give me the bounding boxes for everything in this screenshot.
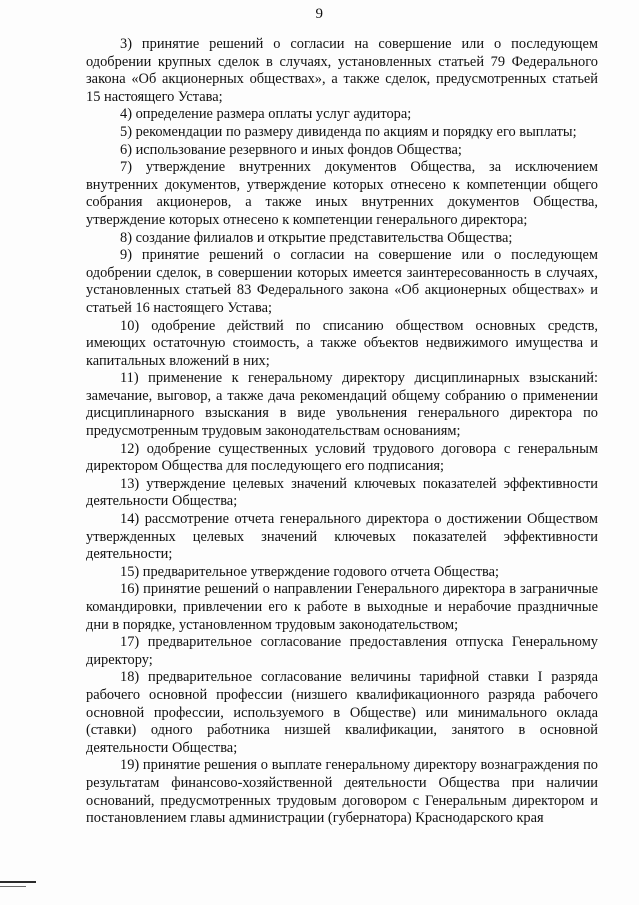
list-item-12: 12) одобрение существенных условий трудового договора с генеральным директором Общества для последующего его подписания; — [86, 440, 598, 475]
list-item-15: 15) предварительное утверждение годового отчета Общества; — [120, 563, 500, 580]
list-item-9: 9) принятие решений о согласии на совершение или о последующем одобрении сделок, в совершении которых имеется заинтересованность в случаях, установленных статьей 83 Федерального закона «Об акционерных обществах» и статьей 16 настоящего Устава; — [86, 247, 598, 316]
page-number: 9 — [315, 6, 324, 22]
list-item-7: 7) утверждение внутренних документов Общества, за исключением внутренних документов, утверждение которых отнесено к компетенции общего собрания акционеров, а также иных внутренних документов Общества, утверждение которых отнесено к компетенции генерального директора; — [86, 159, 598, 228]
list-item-4: 4) определение размера оплаты услуг аудитора; — [120, 106, 412, 123]
list-item-10: 10) одобрение действий по списанию обществом основных средств, имеющих остаточную стоимость, а также объектов недвижимого имущества и капитальных вложений в них; — [86, 317, 598, 369]
scan-edge-mark — [0, 881, 36, 883]
list-item-19: 19) принятие решения о выплате генеральному директору вознаграждения по результатам финансово-хозяйственной деятельности Общества при наличии оснований, предусмотренных трудовым договором с Генеральным директором и постановлением главы администрации (губернатора) Краснодарского края — [86, 757, 598, 827]
list-item-11: 11) применение к генеральному директору дисциплинарных взысканий: замечание, выговор, а также дача рекомендаций общему собранию о применении дисциплинарного взыскания в виде увольнения генерального директора по предусмотренным трудовым законодательствам основаниям; — [86, 370, 598, 440]
list-item-3: 3) принятие решений о согласии на совершение или о последующем одобрении крупных сделок в случаях, установленных статьей 79 Федерального закона «Об акционерных обществах», а также сделок, предусмотренных статьей 15 настоящего Устава; — [86, 36, 598, 105]
list-item-5: 5) рекомендации по размеру дивиденда по акциям и порядку его выплаты; — [120, 123, 577, 140]
list-item-16: 16) принятие решений о направлении Генерального директора в заграничные командировки, привлечении его к работе в выходные и нерабочие праздничные дни в порядке, установленном трудовым законодательством; — [86, 581, 598, 633]
list-item-14: 14) рассмотрение отчета генерального директора о достижении Обществом утвержденных целевых значений ключевых показателей эффективности деятельности; — [86, 511, 598, 563]
list-item-6: 6) использование резервного и иных фондов Общества; — [120, 141, 462, 158]
list-item-8: 8) создание филиалов и открытие представительства Общества; — [120, 229, 513, 246]
scan-edge-mark-secondary — [0, 886, 26, 887]
list-item-18: 18) предварительное согласование величины тарифной ставки I разряда рабочего основной профессии (низшего квалификационного разряда рабочего основной профессии, используемого в Обществе) или минимального оклада (ставки) одного работника низшей квалификации, занятого в основной деятельности Общества; — [86, 669, 598, 756]
document-body — [86, 36, 598, 828]
list-item-17: 17) предварительное согласование предоставления отпуска Генеральному директору; — [86, 634, 598, 668]
list-item-13: 13) утверждение целевых значений ключевых показателей эффективности деятельности Общества; — [86, 475, 598, 510]
